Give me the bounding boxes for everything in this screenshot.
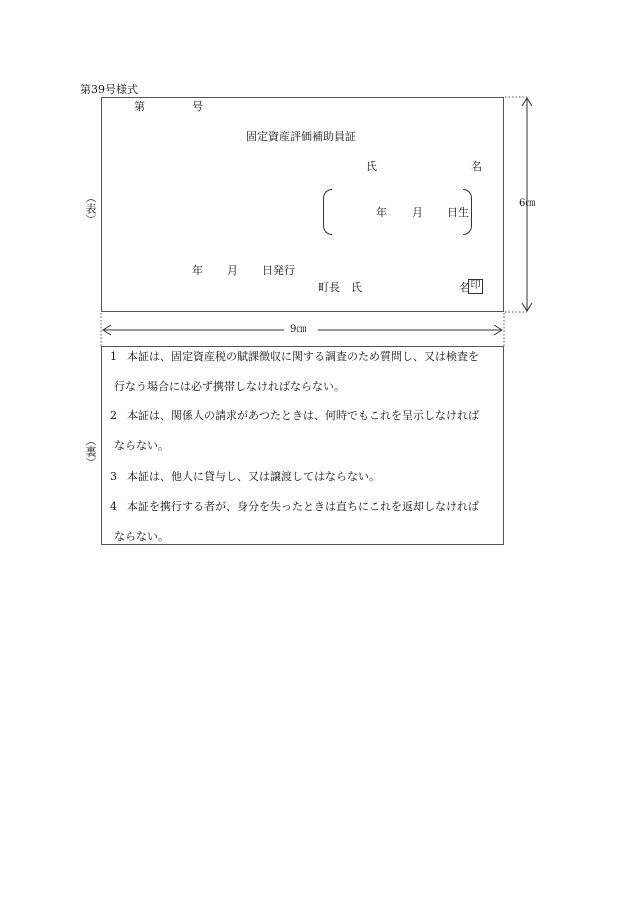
rule-number: 1	[110, 350, 117, 363]
rule-text-line2: ならない。	[114, 530, 169, 543]
back-side-label: （裏）	[84, 435, 97, 468]
name-label-second: 名	[471, 160, 482, 173]
issuer-name-suffix: 名	[459, 281, 470, 294]
rule-number: 4	[110, 500, 117, 513]
rule-text-line1: 本証は、他人に貸与し、又は譲渡してはならない。	[127, 470, 380, 483]
rule-text-line1: 本証を携行する者が、身分を失ったときは直ちにこれを返却しなければ	[127, 500, 479, 513]
rule-item-1-continuation	[114, 381, 506, 392]
front-side-label: （表）	[84, 192, 97, 225]
name-label-first: 氏	[366, 160, 377, 173]
rule-text-line1: 本証は、固定資産税の賦課徴収に関する調査のため質問し、又は検査を	[127, 350, 479, 363]
rule-item-4	[110, 501, 502, 512]
rule-item-2	[110, 410, 502, 421]
rule-text-line1: 本証は、関係人の請求があつたときは、何時でもこれを呈示しなければ	[127, 409, 479, 422]
rule-number: 3	[110, 470, 117, 483]
number-suffix: 号	[192, 100, 203, 113]
issue-day: 日発行	[262, 264, 295, 277]
birth-year: 年	[376, 206, 387, 219]
birth-month: 月	[412, 206, 423, 219]
card-title: 固定資産評価補助員証	[246, 130, 356, 143]
width-dimension: 9㎝	[290, 324, 307, 335]
number-prefix: 第	[134, 100, 145, 113]
issue-month: 月	[227, 264, 238, 277]
rule-item-4-continuation	[114, 531, 506, 542]
birth-day: 日生	[447, 206, 469, 219]
rule-text-line2: ならない。	[114, 439, 169, 452]
issue-year: 年	[192, 264, 203, 277]
form-label: 第39号様式	[80, 83, 138, 96]
rule-text-line2: 行なう場合には必ず携帯しなければならない。	[114, 380, 345, 393]
seal-stamp: 印	[468, 279, 483, 294]
rule-number: 2	[110, 409, 117, 422]
rule-item-2-continuation	[114, 440, 506, 451]
height-dimension: 6㎝	[519, 198, 536, 209]
issuer: 町長 氏	[318, 281, 362, 294]
rule-item-1	[110, 351, 502, 362]
rule-item-3	[110, 471, 502, 482]
